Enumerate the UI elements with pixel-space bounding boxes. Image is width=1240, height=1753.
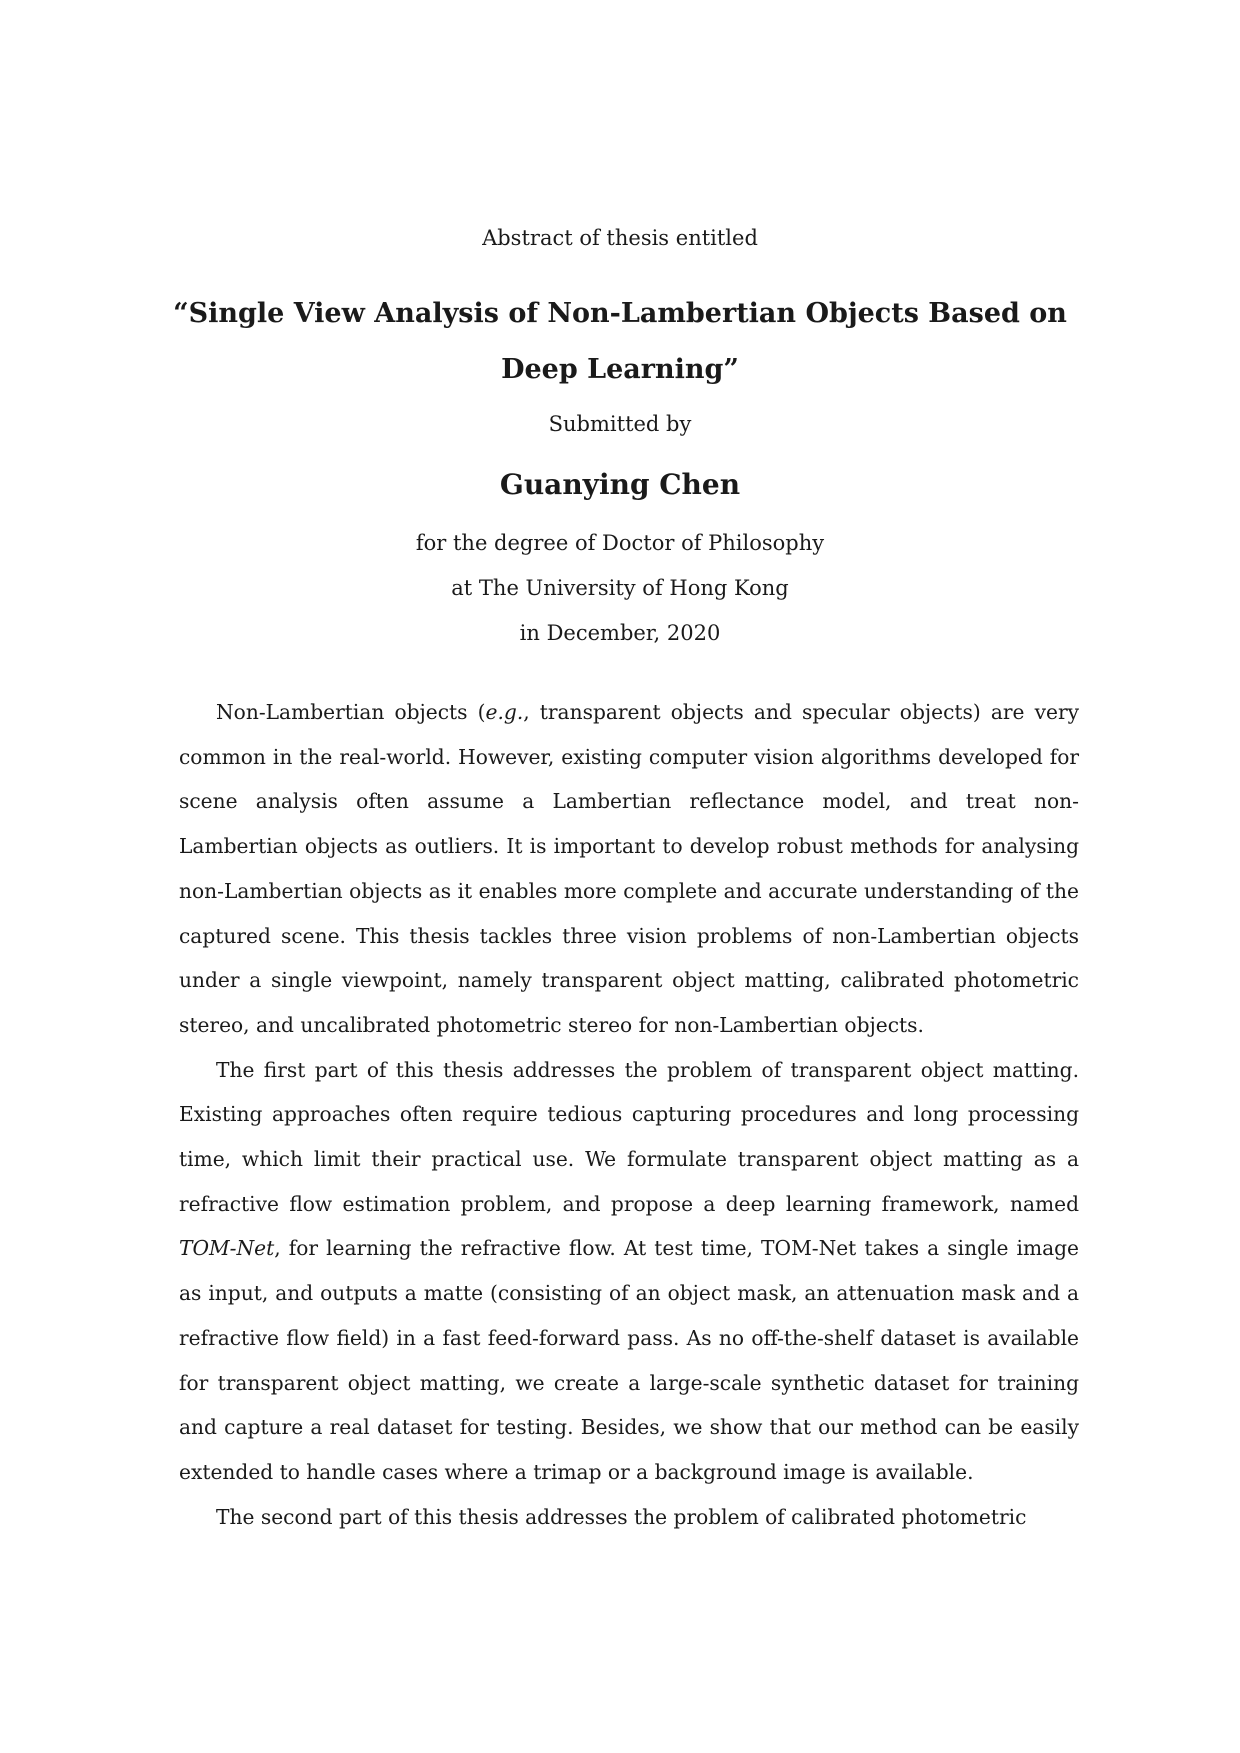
tomnet-name: TOM-Net [179, 1236, 275, 1261]
degree-line: for the degree of Doctor of Philosophy [415, 531, 825, 555]
abstract-body [179, 690, 1079, 1539]
paragraph-1: Non-Lambertian objects (e.g., transparent objects and specular objects) are very common in the real-world. However, existing computer vision algorithms developed for scene analysis often assume a Lambertian reflectance model, and treat non-Lambertian objects as outliers. It is important to develop robust methods for analysing non-Lambertian objects as it enables more complete and accurate understanding of the captured scene. This thesis tackles three vision problems of non-Lambertian objects under a single viewpoint, namely transparent object matting, calibrated photometric stereo, and uncalibrated photometric stereo for non-Lambertian objects. [179, 700, 1080, 1037]
date-line: in December, 2020 [519, 621, 721, 645]
eg-abbrev: e.g. [485, 700, 524, 724]
university-line: at The University of Hong Kong [451, 576, 789, 600]
thesis-title: “Single View Analysis of Non-Lambertian Objects Based on Deep Learning” [173, 298, 1067, 385]
abstract-heading: Abstract of thesis entitled [482, 226, 758, 250]
author-name: Guanying Chen [499, 468, 741, 501]
paragraph-2: The first part of this thesis addresses the problem of transparent object matting. Existing approaches often require tedious capturing procedures and long processing time, which limit their practical use. We formulate transparent object matting as a refractive flow estimation problem, and propose a deep learning framework, named TOM-Net, for learning the refractive flow. At test time, TOM-Net takes a single image as input, and outputs a matte (consisting of an object mask, an attenuation mask and a refractive flow field) in a fast feed-forward pass. As no off-the-shelf dataset is available for transparent object matting, we create a large-scale synthetic dataset for training and capture a real dataset for testing. Besides, we show that our method can be easily extended to handle cases where a trimap or a background image is available. [179, 1057, 1079, 1484]
submitted-by-label: Submitted by [548, 412, 692, 436]
paragraph-3: The second part of this thesis addresses the problem of calibrated photometric [216, 1504, 1027, 1529]
